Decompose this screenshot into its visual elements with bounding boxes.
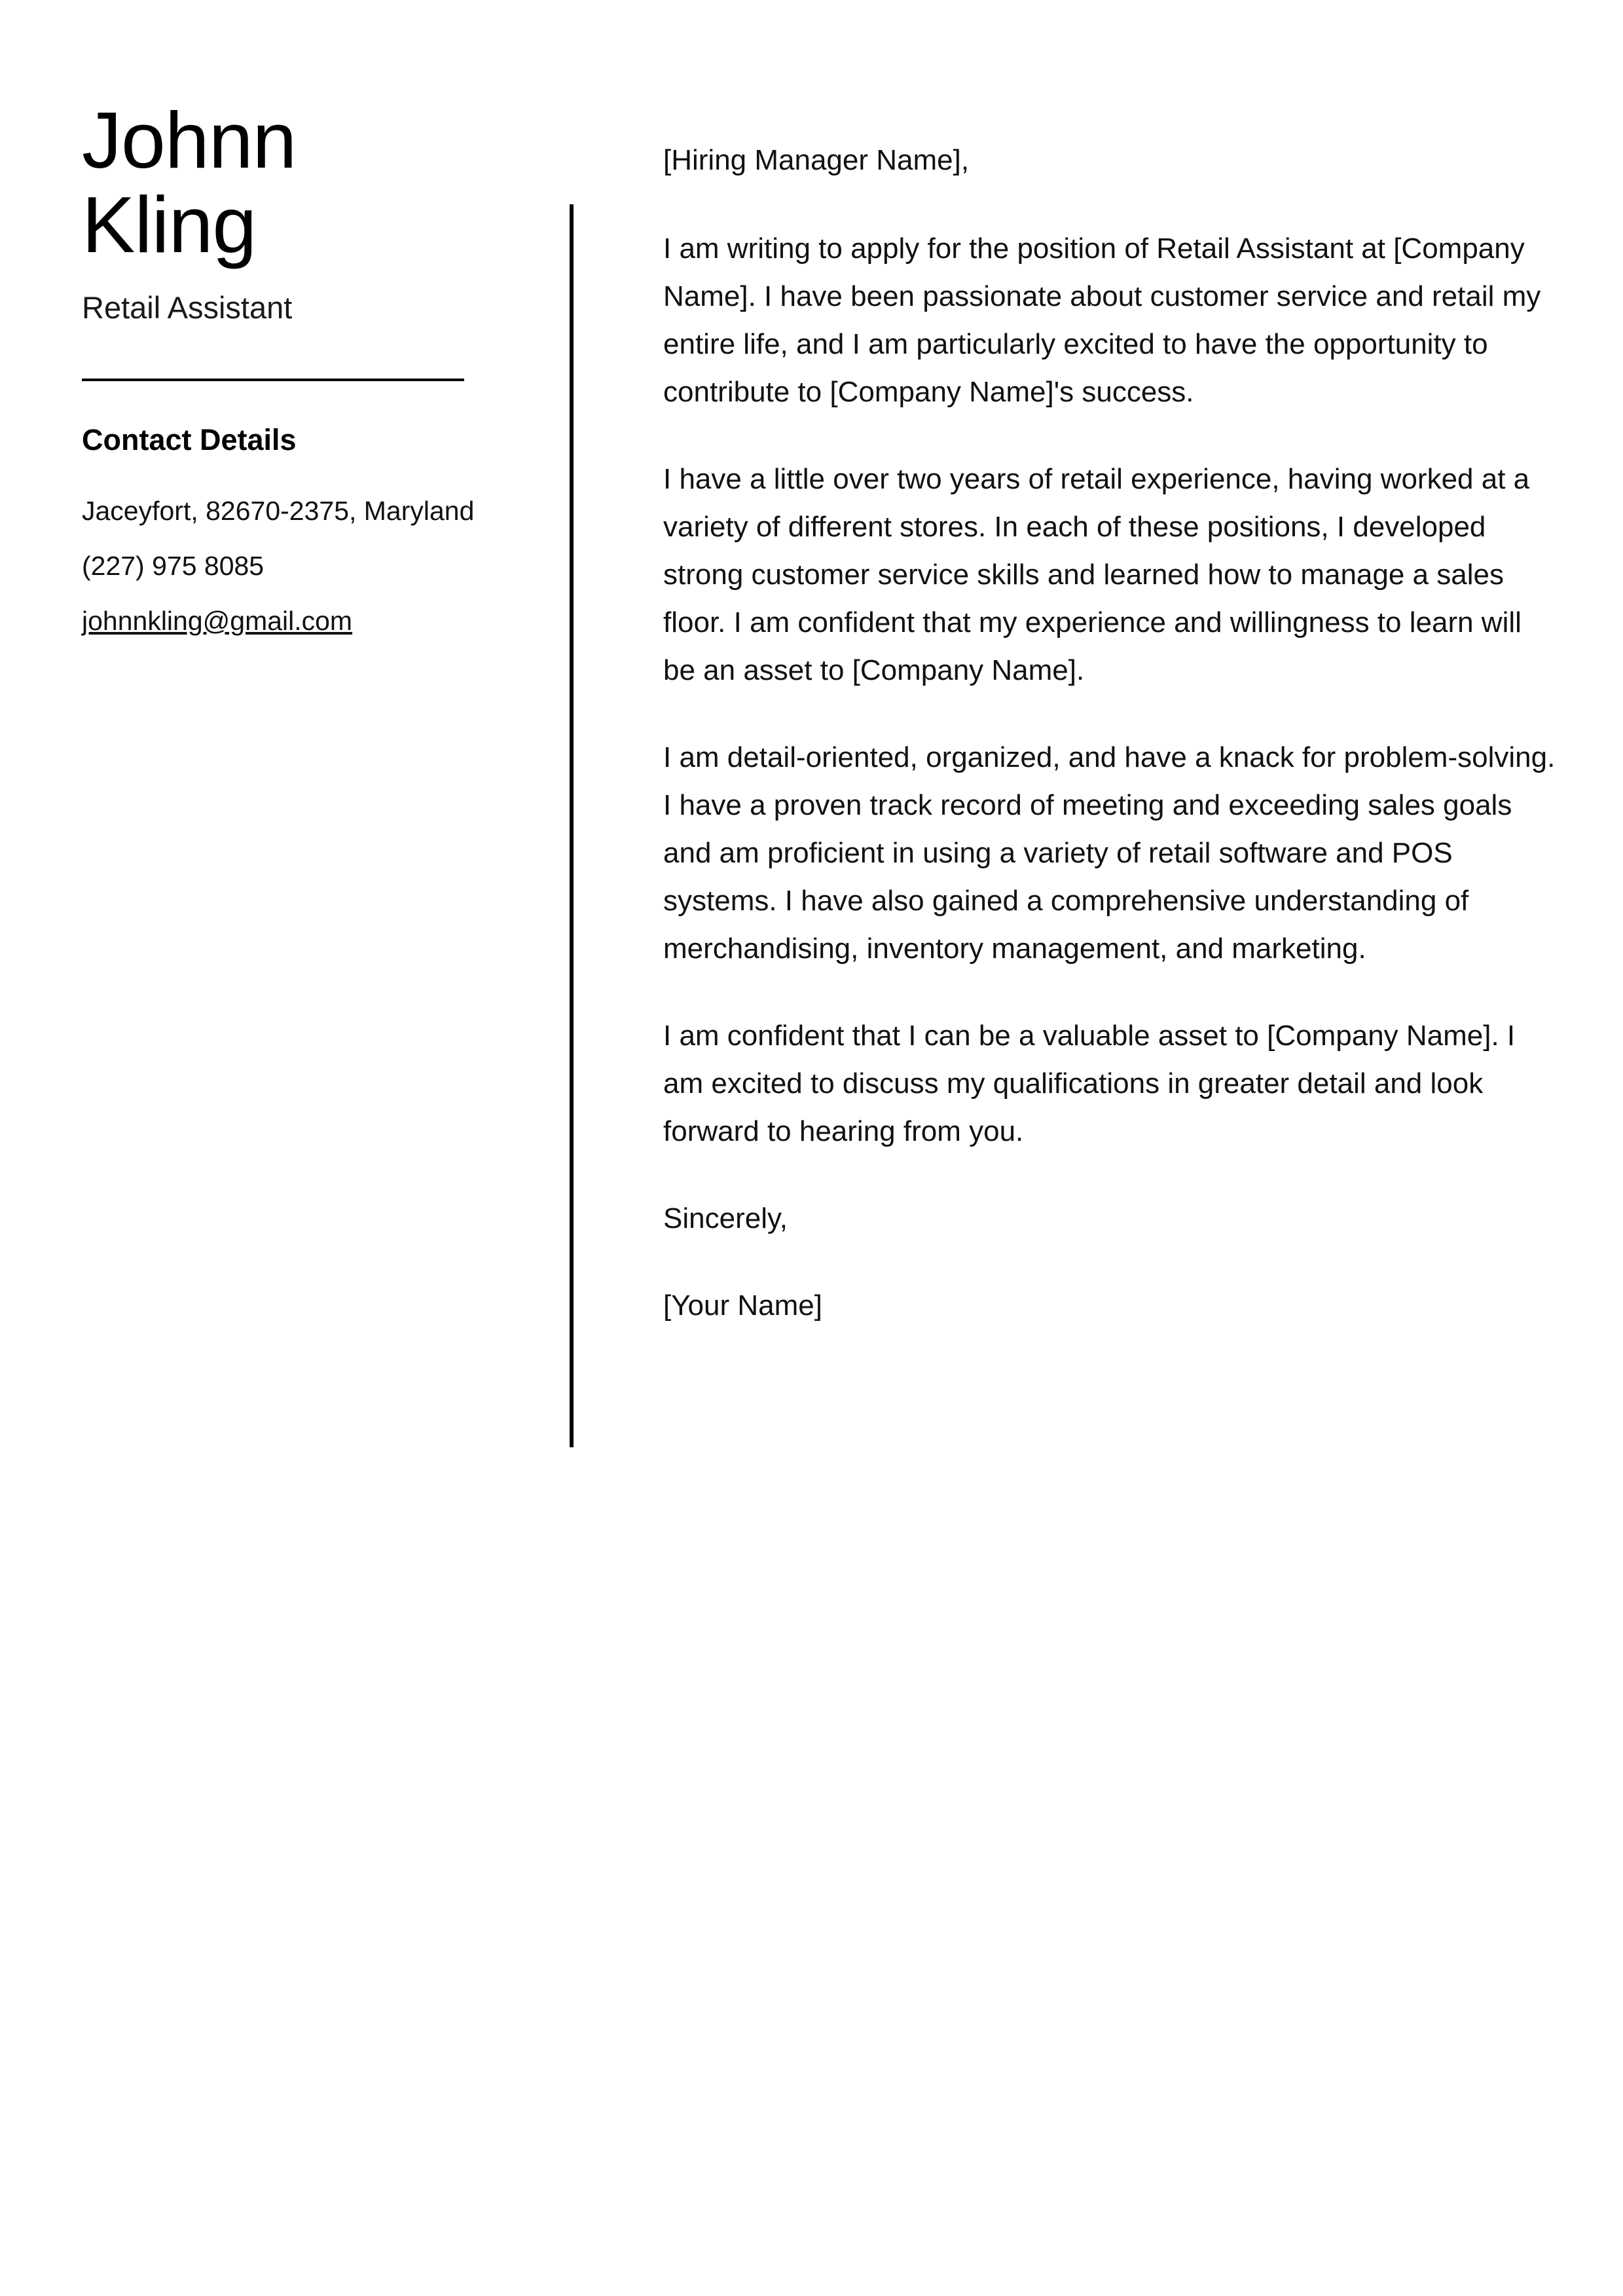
sidebar <box>82 98 475 652</box>
contact-address: Jaceyfort, 82670-2375, Maryland <box>82 496 475 526</box>
letter-paragraph-2: I have a little over two years of retail experience, having worked at a variety of different stores. In each of these positions, I developed strong customer service skills and learned how to manage a sales floor. I am confident that my experience and willingness to learn will be an asset to [Company Name]. <box>663 463 1530 686</box>
letter-paragraph-3: I am detail-oriented, organized, and have a knack for problem-solving. I have a proven track record of meeting and exceeding sales goals and am proficient in using a variety of retail software and POS systems. I have also gained a comprehensive understanding of merchandising, inventory management, and marketing. <box>663 741 1556 965</box>
letter-body <box>663 136 1557 1329</box>
letter-closing: Sincerely, <box>663 1202 788 1234</box>
person-name <box>82 98 475 267</box>
contact-details-heading: Contact Details <box>82 423 297 456</box>
letter-signature: [Your Name] <box>663 1289 822 1322</box>
person-name-first: Johnn <box>82 96 297 185</box>
letter-greeting: [Hiring Manager Name], <box>663 144 970 176</box>
letter-paragraph-4: I am confident that I can be a valuable asset to [Company Name]. I am excited to discuss my qualifications in greater detail and look forward to hearing from you. <box>663 1020 1516 1147</box>
letter-paragraph-1: I am writing to apply for the position of Retail Assistant at [Company Name]. I have been passionate about customer service and retail my entire life, and I am particularly excited to have the opportunity to contribute to [Company Name]'s success. <box>663 232 1541 408</box>
contact-email <box>82 597 475 644</box>
email-link[interactable]: johnnkling@gmail.com <box>82 606 353 636</box>
letter-vertical-rule <box>570 204 574 1447</box>
contact-phone: (227) 975 8085 <box>82 551 264 581</box>
contact-block <box>82 487 475 644</box>
job-title: Retail Assistant <box>82 290 293 325</box>
person-name-last: Kling <box>82 180 257 269</box>
sidebar-divider <box>82 379 464 381</box>
